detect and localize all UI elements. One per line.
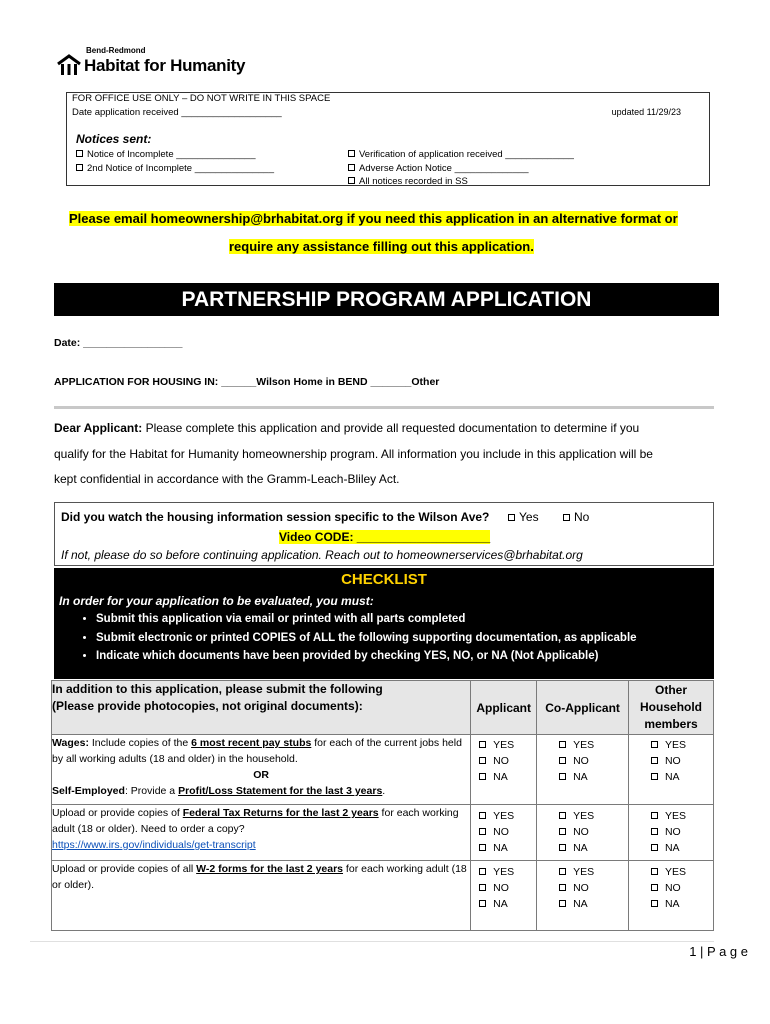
checklist-item: • Submit electronic or printed COPIES of ALL the following supporting documentation, as applicable	[96, 629, 637, 648]
table-row-tax-returns	[52, 805, 714, 861]
logo-subtitle: Bend-Redmond	[86, 46, 146, 55]
logo-title: Habitat for Humanity	[84, 56, 246, 75]
table-header-row	[52, 681, 714, 735]
adverse-action-item[interactable]: Adverse Action Notice ______________	[348, 163, 529, 174]
office-use-heading: FOR OFFICE USE ONLY – DO NOT WRITE IN THIS SPACE	[72, 93, 331, 104]
w2-description: Upload or provide copies of all W-2 forms for the last 2 years for each working adult (18 or older).	[52, 861, 471, 931]
option-no[interactable]: NO	[651, 824, 713, 840]
option-na[interactable]: NA	[651, 896, 713, 912]
table-header-coapplicant: Co-Applicant	[537, 681, 629, 735]
w2-other-options	[629, 861, 714, 931]
option-yes[interactable]: YES	[559, 864, 628, 880]
option-yes[interactable]: YES	[559, 737, 628, 753]
checkbox[interactable]	[651, 828, 658, 835]
irs-transcript-link[interactable]: https://www.irs.gov/individuals/get-transcript	[52, 839, 256, 851]
accessibility-notice-line2: require any assistance filling out this application.	[229, 239, 534, 254]
option-yes[interactable]: YES	[559, 808, 628, 824]
checkbox[interactable]	[76, 164, 83, 171]
checkbox[interactable]	[479, 812, 486, 819]
option-yes[interactable]: YES	[651, 864, 713, 880]
wages-applicant-options	[471, 735, 537, 805]
checklist-intro: In order for your application to be evaluated, you must:	[59, 594, 374, 608]
video-code-field[interactable]: Video CODE: ____________________	[279, 530, 491, 544]
checkbox[interactable]	[76, 150, 83, 157]
option-na[interactable]: NA	[559, 840, 628, 856]
option-no[interactable]: NO	[651, 753, 713, 769]
option-na[interactable]: NA	[479, 769, 536, 785]
tax-applicant-options	[471, 805, 537, 861]
second-notice-item[interactable]: 2nd Notice of Incomplete _______________	[76, 163, 274, 174]
option-na[interactable]: NA	[651, 769, 713, 785]
accessibility-notice-line1: Please email homeownership@brhabitat.org if you need this application in an alternative format or	[69, 211, 678, 226]
w2-applicant-options	[471, 861, 537, 931]
checkbox[interactable]	[479, 884, 486, 891]
divider	[54, 406, 714, 409]
wages-description: Wages: Include copies of the 6 most recent pay stubs for each of the current jobs held by all working adults (18 and older) in the household. OR Self-Employed: Provide a Profit/Loss Statement for the last 3 years.	[52, 735, 471, 805]
checkbox[interactable]	[651, 868, 658, 875]
checkbox[interactable]	[479, 757, 486, 764]
checkbox[interactable]	[559, 900, 566, 907]
w2-coapplicant-options	[537, 861, 629, 931]
checkbox[interactable]	[651, 812, 658, 819]
office-use-box	[66, 92, 710, 186]
checkbox[interactable]	[651, 844, 658, 851]
date-received-field[interactable]: Date application received ___________________	[72, 107, 282, 118]
dear-applicant-paragraph: Dear Applicant: Please complete this application and provide all requested documentation to determine if you qualify for the Habitat for Humanity homeownership program. All information you include in this application will be kept confidential in accordance with the Gramm-Leach-Bliley Act.	[54, 421, 653, 486]
checkbox[interactable]	[479, 900, 486, 907]
verification-item[interactable]: Verification of application received _____________	[348, 149, 574, 160]
checkbox[interactable]	[559, 812, 566, 819]
checkbox[interactable]	[479, 741, 486, 748]
video-yes-option[interactable]: Yes	[508, 510, 539, 524]
checkbox[interactable]	[651, 757, 658, 764]
option-no[interactable]: NO	[559, 824, 628, 840]
option-na[interactable]: NA	[651, 840, 713, 856]
option-yes[interactable]: YES	[479, 737, 536, 753]
notices-sent-label: Notices sent:	[76, 132, 152, 146]
option-no[interactable]: NO	[559, 753, 628, 769]
habitat-logo	[56, 46, 256, 82]
option-yes[interactable]: YES	[651, 737, 713, 753]
checkbox[interactable]	[559, 757, 566, 764]
date-field[interactable]: Date: _________________	[54, 337, 183, 349]
checkbox[interactable]	[479, 773, 486, 780]
option-no[interactable]: NO	[559, 880, 628, 896]
checkbox[interactable]	[559, 844, 566, 851]
option-na[interactable]: NA	[559, 896, 628, 912]
tax-other-options	[629, 805, 714, 861]
option-na[interactable]: NA	[559, 769, 628, 785]
wages-other-options	[629, 735, 714, 805]
checkbox[interactable]	[559, 868, 566, 875]
updated-date: updated 11/29/23	[611, 107, 681, 117]
table-header-applicant: Applicant	[471, 681, 537, 735]
video-session-box	[54, 502, 714, 566]
checkbox[interactable]	[559, 884, 566, 891]
footer-divider	[30, 941, 714, 942]
checkbox[interactable]	[348, 164, 355, 171]
checklist-section	[54, 568, 714, 679]
checklist-heading: CHECKLIST	[341, 571, 427, 588]
tax-coapplicant-options	[537, 805, 629, 861]
option-no[interactable]: NO	[479, 753, 536, 769]
option-yes[interactable]: YES	[651, 808, 713, 824]
habitat-house-icon	[56, 54, 82, 76]
checkbox[interactable]	[559, 828, 566, 835]
housing-location-field[interactable]: APPLICATION FOR HOUSING IN: ______Wilson Home in BEND _______Other	[54, 376, 440, 388]
table-row-w2	[52, 861, 714, 931]
table-header-description: In addition to this application, please submit the following (Please provide photocopies, not original documents):	[52, 681, 471, 735]
checkbox[interactable]	[651, 773, 658, 780]
checkbox[interactable]	[348, 177, 355, 184]
video-note: If not, please do so before continuing application. Reach out to homeownerservices@brhabitat.org	[61, 548, 583, 562]
wages-coapplicant-options	[537, 735, 629, 805]
checkbox[interactable]	[348, 150, 355, 157]
tax-returns-description: Upload or provide copies of Federal Tax Returns for the last 2 years for each working adult (18 or older). Need to order a copy? https://www.irs.gov/individuals/get-transcript	[52, 805, 471, 861]
checkbox[interactable]	[651, 900, 658, 907]
option-no[interactable]: NO	[651, 880, 713, 896]
checkbox[interactable]	[651, 741, 658, 748]
option-no[interactable]: NO	[479, 880, 536, 896]
video-no-option[interactable]: No	[563, 510, 589, 524]
option-na[interactable]: NA	[479, 896, 536, 912]
checklist-item: • Indicate which documents have been provided by checking YES, NO, or NA (Not Applicable)	[96, 647, 637, 666]
checkbox[interactable]	[559, 741, 566, 748]
checklist-items	[78, 610, 637, 666]
notices-recorded-item[interactable]: All notices recorded in SS	[348, 176, 468, 187]
table-row-wages	[52, 735, 714, 805]
table-header-other-household: Other Household members	[629, 681, 714, 735]
page-title: PARTNERSHIP PROGRAM APPLICATION	[54, 283, 719, 316]
option-no[interactable]: NO	[479, 824, 536, 840]
checkbox[interactable]	[479, 868, 486, 875]
documents-table	[51, 680, 714, 931]
checkbox[interactable]	[508, 514, 515, 521]
option-yes[interactable]: YES	[479, 808, 536, 824]
page-number: 1 | P a g e	[689, 944, 748, 959]
checkbox[interactable]	[479, 844, 486, 851]
checkbox[interactable]	[563, 514, 570, 521]
option-yes[interactable]: YES	[479, 864, 536, 880]
checkbox[interactable]	[559, 773, 566, 780]
notice-incomplete-item[interactable]: Notice of Incomplete _______________	[76, 149, 256, 160]
checkbox[interactable]	[479, 828, 486, 835]
checklist-item: • Submit this application via email or printed with all parts completed	[96, 610, 637, 629]
option-na[interactable]: NA	[479, 840, 536, 856]
video-question: Did you watch the housing information session specific to the Wilson Ave?	[61, 510, 490, 524]
checkbox[interactable]	[651, 884, 658, 891]
